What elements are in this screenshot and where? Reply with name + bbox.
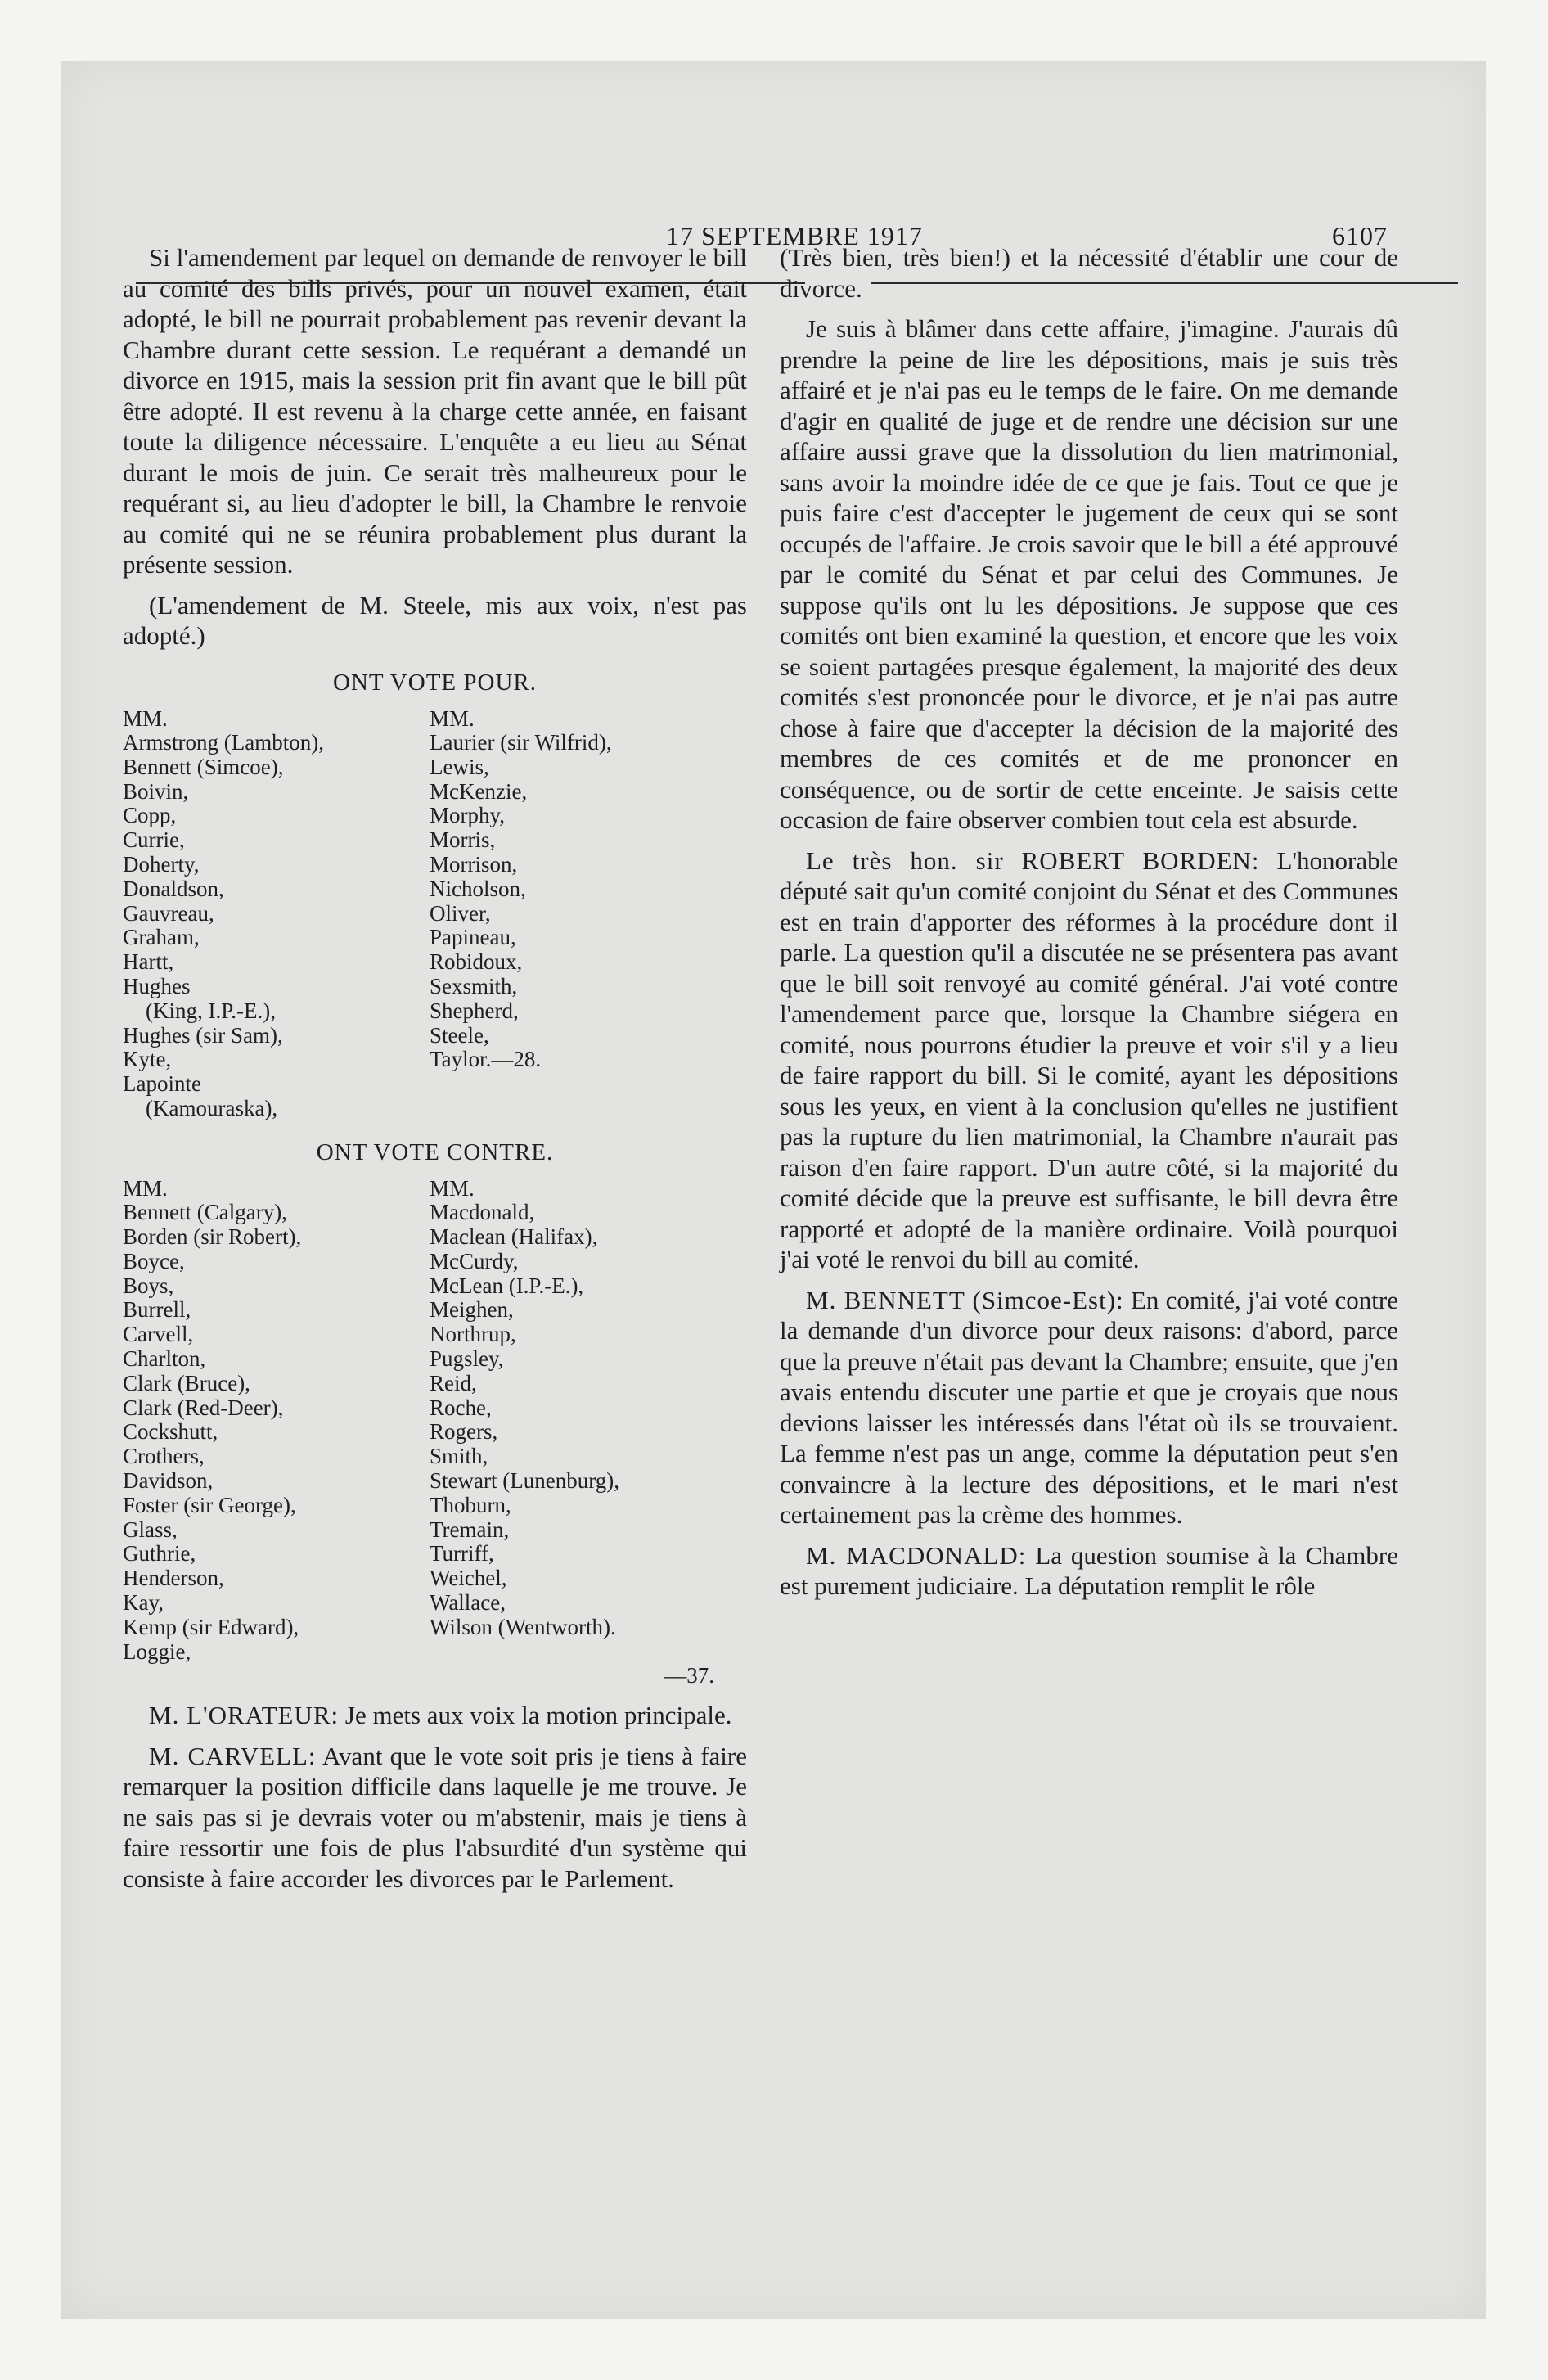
member-name: Kay,	[123, 1590, 164, 1615]
member-name: Shepherd,	[430, 998, 519, 1023]
paragraph: Si l'amendement par lequel on demande de renvoyer le bill au comité des bills privés, pour un nouvel examen, était adopté, le bill ne pourrait probablement pas revenir devant la Chambre durant cette session. Le requérant a demandé un divorce en 1915, mais la session prit fin avant que le bill pût être adopté. Il est revenu à la charge cette année, en faisant toute la diligence nécessaire. L'enquête a eu lieu au Sénat durant le mois de juin. Ce serait très malheureux pour le requérant si, au lieu d'adopter le bill, la Chambre le renvoie au comité qui ne se réunira probablement plus durant la présente session.	[123, 243, 747, 579]
member-name: Roche,	[430, 1395, 492, 1420]
member-name: Currie,	[123, 827, 185, 853]
member-name: Borden (sir Robert),	[123, 1224, 302, 1250]
vote-pour-right-names	[430, 731, 747, 1121]
member-name: Robidoux,	[430, 949, 523, 975]
mm-label: MM.	[430, 706, 475, 731]
member-name: Morphy,	[430, 803, 505, 828]
page-header-date: 17 SEPTEMBRE 1917	[666, 221, 923, 250]
member-name: Papineau,	[430, 925, 516, 950]
member-name: Burrell,	[123, 1297, 191, 1323]
member-name: McKenzie,	[430, 778, 528, 804]
member-name: Weichel,	[430, 1566, 507, 1591]
speech-borden	[780, 845, 1398, 1275]
speech-text: En comité, j'ai voté contre la demande d'un divorce pour deux raisons: d'abord, parce que la preuve n'était pas devant la Chambre; ensuite, que j'en avais entendu discuter une partie et que je croyais que nous devions laisser les intéressés dans l'état où ils se trouvaient. La femme n'est pas un ange, comme la députation peut s'en convaincre à la lecture des dépositions, et le mari n'est certainement pas la crème des hommes.	[780, 1285, 1398, 1529]
vote-contre-heading: ONT VOTE CONTRE.	[316, 1138, 554, 1165]
speech-orateur	[123, 1700, 747, 1731]
right-column	[780, 242, 1398, 1611]
member-name: Graham,	[123, 925, 200, 950]
member-name: Turriff,	[430, 1541, 494, 1566]
speech-carvell	[123, 1741, 747, 1895]
paragraph: Je suis à blâmer dans cette affaire, j'imagine. J'aurais dû prendre la peine de lire les dépositions, mais je suis très affairé et je n'ai pas eu le temps de le faire. On me demande d'agir en qualité de juge et de rendre une décision sur une affaire aussi grave que la dissolution du lien matrimonial, sans avoir la moindre idée de ce que je fais. Tout ce que je puis faire c'est d'accepter le jugement de ceux qui se sont occupés de l'affaire. Je crois savoir que le bill a été approuvé par le comité du Sénat et par celui des Communes. Je suppose qu'ils ont lu les dépositions. Je suppose que ces comités ont bien examiné la question, et encore que les voix se soient partagées presque également, la majorité des deux comités s'est prononcée pour le divorce, et je n'ai pas autre chose à faire que d'accepter la décision de la majorité des membres de ces comités et de me prononcer en conséquence, ou de sortir de cette enceinte. Je saisis cette occasion de faire observer combien tout cela est absurde.	[780, 314, 1398, 834]
mm-label: MM.	[430, 1176, 475, 1201]
member-name: McLean (I.P.-E.),	[430, 1273, 584, 1298]
member-name: Loggie,	[123, 1639, 191, 1664]
page-number: 6107	[1332, 221, 1388, 250]
member-name: Thoburn,	[430, 1492, 511, 1517]
speech-text: Avant que le vote soit pris je tiens à faire remarquer la position difficile dans laquelle je me trouve. Je ne sais pas si je devrais voter ou m'abstenir, mais je tiens à faire ressortir une fois de plus l'absurdité d'un système qui consiste à faire accorder les divorces par le Parlement.	[123, 1741, 747, 1893]
member-name: Bennett (Simcoe),	[123, 754, 284, 779]
member-name: (King, I.P.-E.),	[146, 998, 276, 1023]
member-name: Morris,	[430, 827, 496, 853]
member-name: Wallace,	[430, 1590, 506, 1615]
mm-row	[123, 706, 747, 731]
speech-text: Je mets aux voix la motion principale.	[339, 1701, 732, 1730]
member-name: Tremain,	[430, 1517, 510, 1542]
member-name: McCurdy,	[430, 1248, 519, 1273]
member-name: Gauvreau,	[123, 900, 214, 926]
member-name: Nicholson,	[430, 876, 526, 901]
member-name: Foster (sir George),	[123, 1492, 296, 1517]
member-name: Cockshutt,	[123, 1419, 218, 1445]
member-name: Donaldson,	[123, 876, 224, 901]
member-name: Lapointe	[123, 1071, 201, 1097]
speaker-name: M. CARVELL:	[149, 1741, 317, 1770]
speech-text: L'honorable député sait qu'un comité conjoint du Sénat et des Communes est en train d'apporter des réformes à la procédure dont il parle. La question qu'il a discutée ne se présentera pas avant que le bill soit renvoyé au comité général. J'ai voté contre l'amendement parce que, lorsque la Chambre siégera en comité, nous pourrons étudier la preuve et voir s'il y a lieu de faire rapport du bill. Si le comité, ayant les dépositions sous les yeux, en vient à la conclusion qu'elles ne justifient pas la rupture du lien matrimonial, la Chambre n'aurait pas raison d'en faire rapport. D'un autre côté, si la majorité du comité décide que la preuve est suffisante, le bill devra être rapporté et adopté de la manière ordinaire. Voilà pourquoi j'ai voté le renvoi du bill au comité.	[780, 845, 1399, 1273]
member-name: Kemp (sir Edward),	[123, 1614, 299, 1639]
member-name: Henderson,	[123, 1566, 224, 1591]
speech-text: La question soumise à la Chambre est purement judiciaire. La députation remplit le rôle	[780, 1540, 1398, 1600]
member-name: Macdonald,	[430, 1200, 535, 1225]
member-name: Laurier (sir Wilfrid),	[430, 730, 612, 755]
member-name: Davidson,	[123, 1468, 214, 1494]
vote-contre-left-names	[123, 1201, 430, 1664]
vote-pour-left-names	[123, 731, 430, 1121]
speaker-name: Le très hon. sir ROBERT BORDEN:	[806, 845, 1260, 875]
member-name: Smith,	[430, 1444, 488, 1469]
member-name: Rogers,	[430, 1419, 498, 1445]
mm-row	[123, 1176, 747, 1201]
member-name: Oliver,	[430, 900, 491, 926]
paragraph: (L'amendement de M. Steele, mis aux voix, n'est pas adopté.)	[123, 590, 747, 650]
member-name: Morrison,	[430, 851, 518, 877]
member-name: Hughes (sir Sam),	[123, 1022, 283, 1048]
member-name: Clark (Red-Deer),	[123, 1395, 284, 1420]
member-name: Hughes	[123, 973, 191, 998]
member-name: Taylor.—28.	[430, 1047, 542, 1072]
mm-label: MM.	[123, 1176, 168, 1201]
vote-pour-heading: ONT VOTE POUR.	[333, 669, 537, 696]
speech-bennett	[780, 1285, 1398, 1530]
speech-macdonald	[780, 1540, 1398, 1602]
member-name: Steele,	[430, 1022, 489, 1048]
member-name: Lewis,	[430, 754, 489, 779]
member-name: Doherty,	[123, 851, 200, 877]
member-name: Reid,	[430, 1370, 477, 1395]
member-name: Copp,	[123, 803, 177, 828]
member-name: Hartt,	[123, 949, 174, 975]
member-name: Kyte,	[123, 1047, 172, 1072]
member-name: Carvell,	[123, 1322, 194, 1347]
member-name: Boivin,	[123, 778, 189, 804]
speaker-name: M. MACDONALD:	[806, 1540, 1027, 1570]
vote-total-row	[123, 1664, 747, 1688]
speaker-name: M. BENNETT (Simcoe-Est):	[806, 1285, 1124, 1314]
member-name: Stewart (Lunenburg),	[430, 1468, 619, 1494]
vote-contre-right-names	[430, 1201, 747, 1664]
member-name: Clark (Bruce),	[123, 1370, 250, 1395]
member-name: Bennett (Calgary),	[123, 1200, 287, 1225]
member-name: Boys,	[123, 1273, 174, 1298]
member-name: Sexsmith,	[430, 973, 518, 998]
member-name: Boyce,	[123, 1248, 185, 1273]
member-name: Meighen,	[430, 1297, 514, 1323]
speaker-name: M. L'ORATEUR:	[149, 1701, 340, 1730]
member-name: Maclean (Halifax),	[430, 1224, 598, 1250]
vote-contre-list	[123, 1201, 747, 1664]
member-name: Armstrong (Lambton),	[123, 730, 324, 755]
member-name: Northrup,	[430, 1322, 516, 1347]
vote-pour-list	[123, 731, 747, 1121]
member-name: Wilson (Wentworth).	[430, 1614, 616, 1639]
member-name: Charlton,	[123, 1346, 206, 1372]
member-name: Pugsley,	[430, 1346, 504, 1372]
member-name: Guthrie,	[123, 1541, 196, 1566]
paragraph: (Très bien, très bien!) et la nécessité d'établir une cour de divorce.	[780, 243, 1398, 303]
left-column	[123, 242, 747, 1904]
member-name: Glass,	[123, 1517, 178, 1542]
member-name: Crothers,	[123, 1444, 205, 1469]
member-name: (Kamouraska),	[146, 1095, 278, 1120]
mm-label: MM.	[123, 706, 168, 731]
vote-contre-total: —37.	[664, 1663, 714, 1688]
